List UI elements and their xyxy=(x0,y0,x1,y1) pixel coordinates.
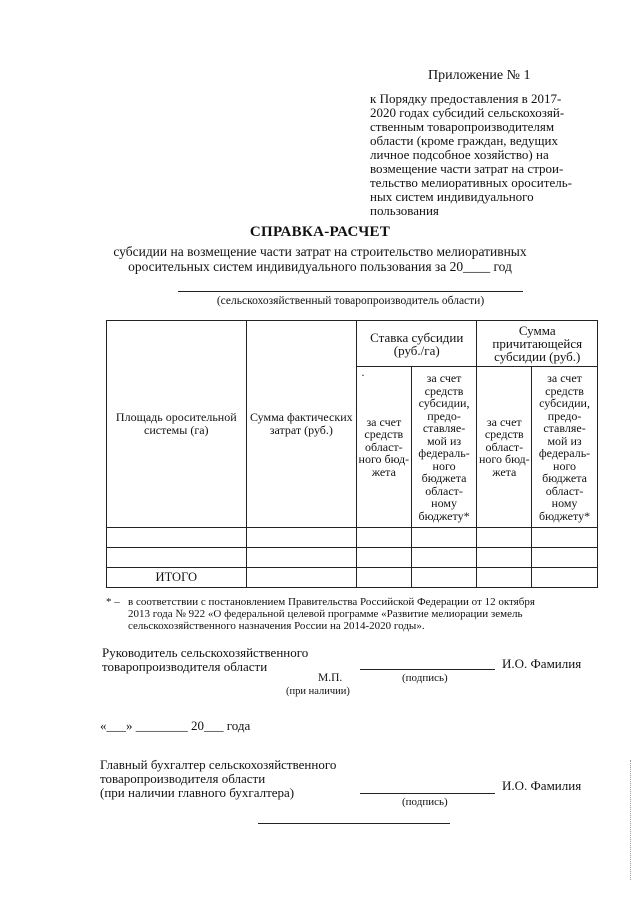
appendix-line: ных систем индивидуального xyxy=(370,189,534,204)
footnote-text xyxy=(110,596,600,632)
accountant-signature-caption: (подпись) xyxy=(402,796,448,808)
total-row xyxy=(107,568,598,588)
header-sum-federal: за счет средств субсидии, предо- ставляе- мой из федераль- ного бюджета област- ному бюджету* xyxy=(532,367,598,528)
table-cell[interactable] xyxy=(477,548,532,568)
table-cell[interactable] xyxy=(107,528,247,548)
accountant-signature-blank[interactable] xyxy=(360,793,495,794)
head-name: И.О. Фамилия xyxy=(502,656,582,671)
appendix-line: личное подсобное хозяйство) на xyxy=(370,147,549,162)
appendix-reference xyxy=(370,92,600,218)
stamp-caption: (при наличии) xyxy=(286,686,350,697)
head-signature-line: товаропроизводителя области xyxy=(102,659,268,674)
header-costs: Сумма фактических затрат (руб.) xyxy=(246,321,356,528)
calculation-table xyxy=(106,320,598,588)
scan-edge-marks xyxy=(630,760,633,880)
document-title: СПРАВКА-РАСЧЕТ xyxy=(249,224,391,240)
bottom-separator xyxy=(258,823,450,824)
appendix-line: ственным товаропроизводителям xyxy=(370,119,555,134)
table-cell[interactable] xyxy=(532,548,598,568)
header-sum-regional: за счет средств област- ного бюд- жета xyxy=(477,367,532,528)
dot-mark: · xyxy=(361,368,366,382)
appendix-line: области (кроме граждан, ведущих xyxy=(370,133,559,148)
document-subtitle xyxy=(0,244,640,274)
table-cell[interactable] xyxy=(411,528,477,548)
table-row xyxy=(107,528,598,548)
producer-caption: (сельскохозяйственный товаропроизводитель области) xyxy=(216,295,485,307)
head-signature-blank[interactable] xyxy=(360,669,495,670)
appendix-line: 2020 годах субсидий сельскохозяй- xyxy=(370,105,565,120)
head-signature-line: Руководитель сельскохозяйственного xyxy=(102,645,309,660)
accountant-signature-line: (при наличии главного бухгалтера) xyxy=(100,785,295,800)
total-cell[interactable] xyxy=(477,568,532,588)
stamp-label: М.П. xyxy=(318,672,343,684)
header-rate-federal: за счет средств субсидии, предо- ставляе- мой из федераль- ного бюджета област- ному бюджету* xyxy=(411,367,477,528)
accountant-signature-line: товаропроизводителя области xyxy=(100,771,266,786)
table-cell[interactable] xyxy=(107,548,247,568)
accountant-name: И.О. Фамилия xyxy=(502,778,582,793)
total-cell[interactable] xyxy=(411,568,477,588)
footnote-line: 2013 года № 922 «О федеральной целевой программе «Развитие мелиорации земель xyxy=(128,608,523,620)
total-cell[interactable] xyxy=(357,568,412,588)
appendix-title: Приложение № 1 xyxy=(428,68,531,83)
appendix-line: пользования xyxy=(370,203,439,218)
footnote-line: в соответствии с постановлением Правительства Российской Федерации от 12 октября xyxy=(128,596,535,608)
header-rate-regional xyxy=(357,367,412,528)
accountant-signature-label xyxy=(100,758,336,800)
total-cell[interactable] xyxy=(532,568,598,588)
table-cell[interactable] xyxy=(357,528,412,548)
table-cell[interactable] xyxy=(532,528,598,548)
appendix-line: к Порядку предоставления в 2017- xyxy=(370,91,562,106)
subtitle-line: субсидии на возмещение части затрат на строительство мелиоративных xyxy=(113,244,527,259)
accountant-signature-line: Главный бухгалтер сельскохозяйственного xyxy=(100,757,337,772)
header-rate-group: Ставка субсидии (руб./га) xyxy=(357,321,477,367)
header-area: Площадь оросительной системы (га) xyxy=(107,321,247,528)
head-signature-label xyxy=(102,646,308,674)
footnote-star: * – xyxy=(106,596,120,608)
table-row xyxy=(107,548,598,568)
table-cell[interactable] xyxy=(477,528,532,548)
head-signature-caption: (подпись) xyxy=(402,672,448,684)
appendix-line: возмещение части затрат на строи- xyxy=(370,161,564,176)
header-sum-group: Сумма причитающейся субсидии (руб.) xyxy=(477,321,598,367)
subtitle-line: оросительных систем индивидуального пользования за 20____ год xyxy=(128,259,512,274)
date-line[interactable]: «___» ________ 20___ года xyxy=(100,718,251,733)
footnote-line: сельскохозяйственного назначения России на 2014-2020 годы». xyxy=(128,620,425,632)
table-cell[interactable] xyxy=(246,548,356,568)
total-label: ИТОГО xyxy=(107,568,247,588)
table-cell[interactable] xyxy=(357,548,412,568)
appendix-line: тельство мелиоративных ороситель- xyxy=(370,175,572,190)
header-rate-regional-text: за счет средств област- ного бюд- жета xyxy=(358,414,410,479)
producer-blank-line[interactable] xyxy=(178,291,523,292)
table-cell[interactable] xyxy=(411,548,477,568)
total-cell[interactable] xyxy=(246,568,356,588)
table-cell[interactable] xyxy=(246,528,356,548)
